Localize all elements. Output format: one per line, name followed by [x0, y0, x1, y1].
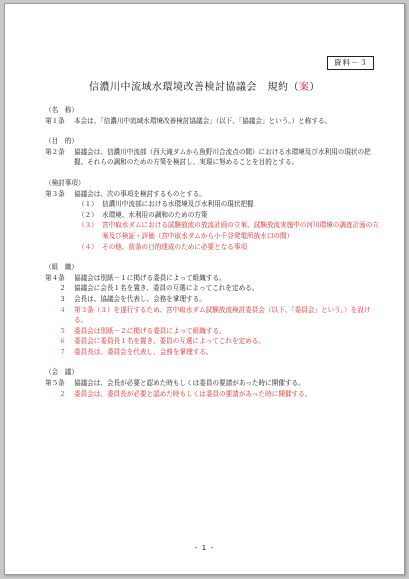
paragraph: [45, 336, 380, 347]
article-number: 第４条: [45, 273, 65, 282]
article-4: [45, 273, 380, 284]
page-title: [5, 81, 404, 94]
paragraph: [45, 283, 380, 294]
item-number: （２）: [78, 210, 98, 219]
section-heading-purpose: （目 的）: [45, 137, 78, 146]
paragraph: [45, 294, 380, 305]
article-text: 協議会は別紙－１に掲げる委員によって組織する。: [74, 273, 226, 282]
article-2: [45, 147, 380, 168]
section-heading-organization: （組 織）: [45, 263, 78, 272]
section-heading-name: （名 称）: [45, 106, 78, 114]
article-text: 協議会は、次の事項を検討するものとする。: [74, 189, 206, 198]
item-number: （４）: [78, 242, 98, 251]
item-text: その他、前条の目的達成のために必要となる事項: [102, 242, 248, 251]
article-text: 本会は、「信濃川中流域水環境改善検討協議会」（以下、「協議会」という。）と称する。: [74, 116, 332, 125]
paragraph-text: 協議会に会長１名を置き、委員の互選によってこれを定める。: [74, 284, 259, 293]
paragraph-number: ７: [59, 347, 66, 356]
list-item: [45, 220, 380, 241]
document-badge: 資料－３: [327, 56, 374, 70]
paragraph-text: 委員長は、委員会を代表し、会務を掌理する。: [74, 347, 213, 356]
title-close: ）: [309, 82, 320, 93]
article-number: 第３条: [45, 189, 65, 198]
list-item: [45, 199, 380, 210]
paragraph-text: 委員会は別紙－２に掲げる委員によって組織する。: [74, 326, 226, 335]
title-main: 信濃川中流域水環境改善検討協議会 規約（: [89, 82, 299, 93]
paragraph-number: ５: [59, 326, 66, 335]
section-heading-meetings: （会 議）: [45, 368, 78, 377]
list-item: [45, 242, 380, 253]
paragraph-text: 第３条（３）を遂行するため、宮中取水ダム試験放流検討委員会（以下、「委員会」という。）を設ける。: [74, 305, 371, 325]
article-number: 第５条: [45, 379, 65, 388]
paragraph: [45, 326, 380, 337]
item-text: 宮中取水ダムにおける試験放流の放流計画の立案、試験放流実施中の河川環境の調査計画の立案及び検証・評価（宮中取水ダムから小千谷発電所放水口の間）: [102, 221, 379, 240]
article-number: 第１条: [45, 116, 65, 125]
title-draft-mark: 案: [299, 82, 310, 93]
paragraph-number: ２: [59, 284, 66, 293]
list-item: [45, 210, 380, 221]
paragraph-text: 会長は、協議会を代表し、会務を掌理する。: [74, 294, 206, 303]
document-page: [4, 3, 405, 575]
paragraph-number: ４: [59, 305, 66, 314]
paragraph-number: ６: [59, 337, 66, 346]
section-heading-matters: （検討事項）: [45, 178, 85, 187]
item-number: （１）: [78, 200, 98, 209]
article-text: 協議会は、信濃川中流部（西大滝ダムから魚野川合流点の間）における水環境及び水利用の現状の把握、それらの調和のための方策を検討し、実現に努めることを目的とする。: [74, 147, 371, 167]
paragraph: [45, 305, 380, 326]
item-text: 水環境、水利用の調和のための方策: [102, 210, 208, 219]
article-1: [45, 116, 380, 127]
item-number: （３）: [78, 221, 98, 230]
document-body: [45, 105, 380, 399]
item-text: 信濃川中流部における水環境及び水利用の現状把握: [102, 200, 254, 209]
paragraph-text: 委員会は、委員長が必要と認めた時もしくは委員の要請があった時に開催する。: [74, 389, 312, 398]
page-number: - 1 -: [195, 544, 214, 552]
paragraph-text: 委員会に委員長１名を置き、委員の互選によってこれを定める。: [74, 337, 265, 346]
paragraph: [45, 389, 380, 400]
paragraph-number: ２: [59, 389, 66, 398]
article-3: [45, 189, 380, 200]
article-number: 第２条: [45, 147, 65, 156]
article-text: 協議会は、会長が必要と認めた時もしくは委員の要請があった時に開催する。: [74, 379, 305, 388]
paragraph-number: ３: [59, 294, 66, 303]
paragraph: [45, 347, 380, 358]
article-5: [45, 378, 380, 389]
